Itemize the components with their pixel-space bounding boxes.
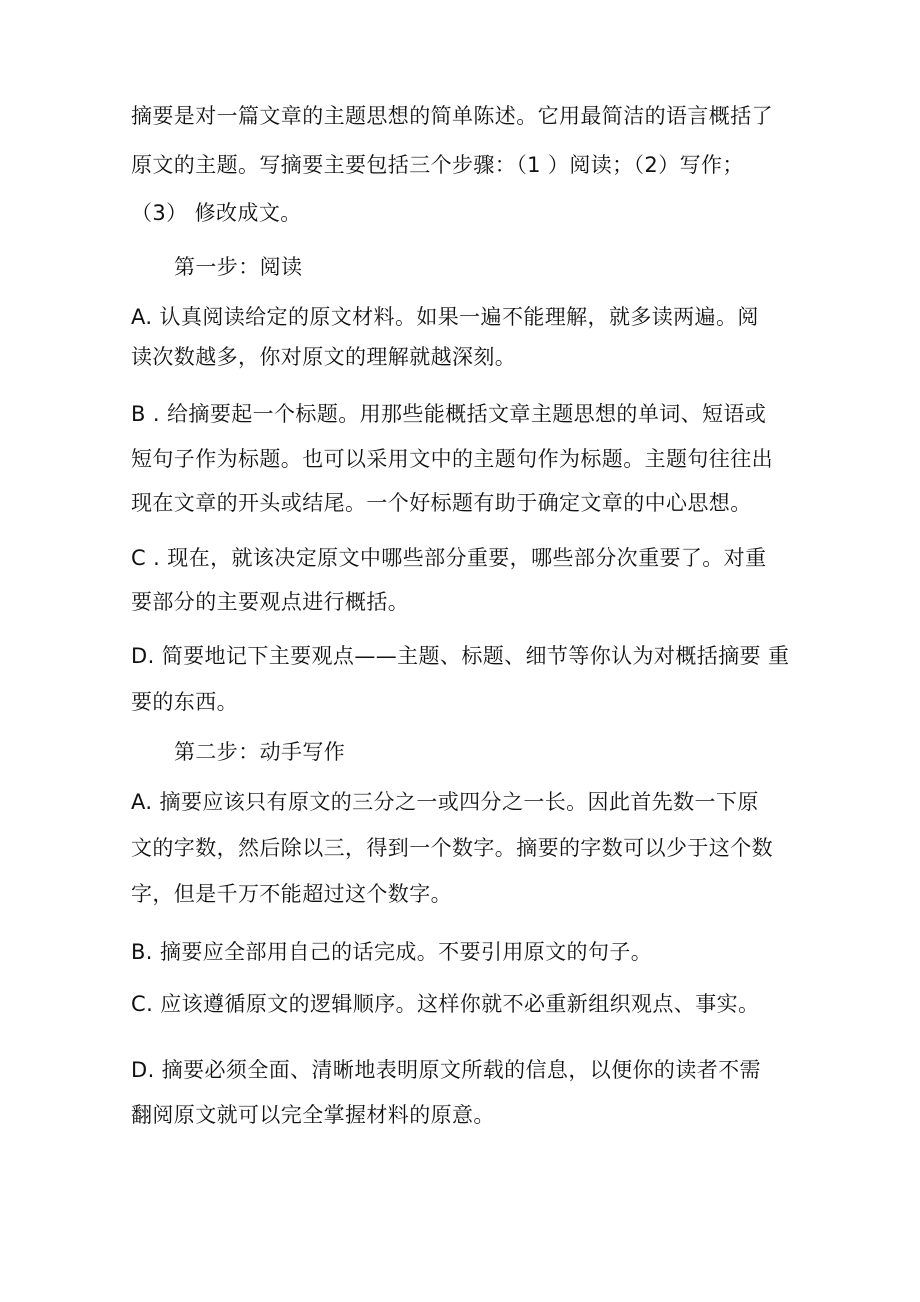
intro-line-3: （3） 修改成文。	[131, 201, 302, 225]
step1-item-d-line-2: 要的东西。	[131, 690, 238, 714]
step1-item-c-line-1: C . 现在，就该决定原文中哪些部分重要，哪些部分次重要了。对重	[131, 546, 767, 570]
step2-item-b-line-1: B. 摘要应全部用自己的话完成。不要引用原文的句子。	[131, 940, 653, 964]
step1-item-c-line-2: 要部分的主要观点进行概括。	[131, 590, 410, 614]
intro-line-2: 原文的主题。写摘要主要包括三个步骤：（1 ）阅读；（2）写作；	[131, 153, 744, 177]
step2-item-c-line-1: C. 应该遵循原文的逻辑顺序。这样你就不必重新组织观点、事实。	[131, 992, 760, 1016]
step2-item-d-line-1: D. 摘要必须全面、清晰地表明原文所载的信息，以便你的读者不需	[131, 1058, 761, 1082]
step2-heading: 第二步：动手写作	[174, 740, 346, 764]
step1-item-b-line-1: B . 给摘要起一个标题。用那些能概括文章主题思想的单词、短语或	[131, 402, 767, 426]
step2-item-a-line-1: A. 摘要应该只有原文的三分之一或四分之一长。因此首先数一下原	[131, 790, 759, 814]
step1-item-a-line-2: 读次数越多，你对原文的理解就越深刻。	[131, 345, 517, 369]
step2-item-a-line-2: 文的字数，然后除以三，得到一个数字。摘要的字数可以少于这个数	[131, 836, 773, 860]
step2-item-a-line-3: 字，但是千万不能超过这个数字。	[131, 882, 452, 906]
step2-item-d-line-2: 翻阅原文就可以完全掌握材料的原意。	[131, 1103, 495, 1127]
step1-heading: 第一步：阅读	[174, 255, 303, 279]
step1-item-b-line-2: 短句子作为标题。也可以采用文中的主题句作为标题。主题句往往出	[131, 447, 773, 471]
intro-line-1: 摘要是对一篇文章的主题思想的简单陈述。它用最简洁的语言概括了	[131, 104, 773, 128]
step1-item-d-line-1: D. 简要地记下主要观点——主题、标题、细节等你认为对概括摘要 重	[131, 644, 790, 668]
step1-item-b-line-3: 现在文章的开头或结尾。一个好标题有助于确定文章的中心思想。	[131, 491, 752, 515]
step1-item-a-line-1: A. 认真阅读给定的原文材料。如果一遍不能理解，就多读两遍。阅	[131, 305, 759, 329]
